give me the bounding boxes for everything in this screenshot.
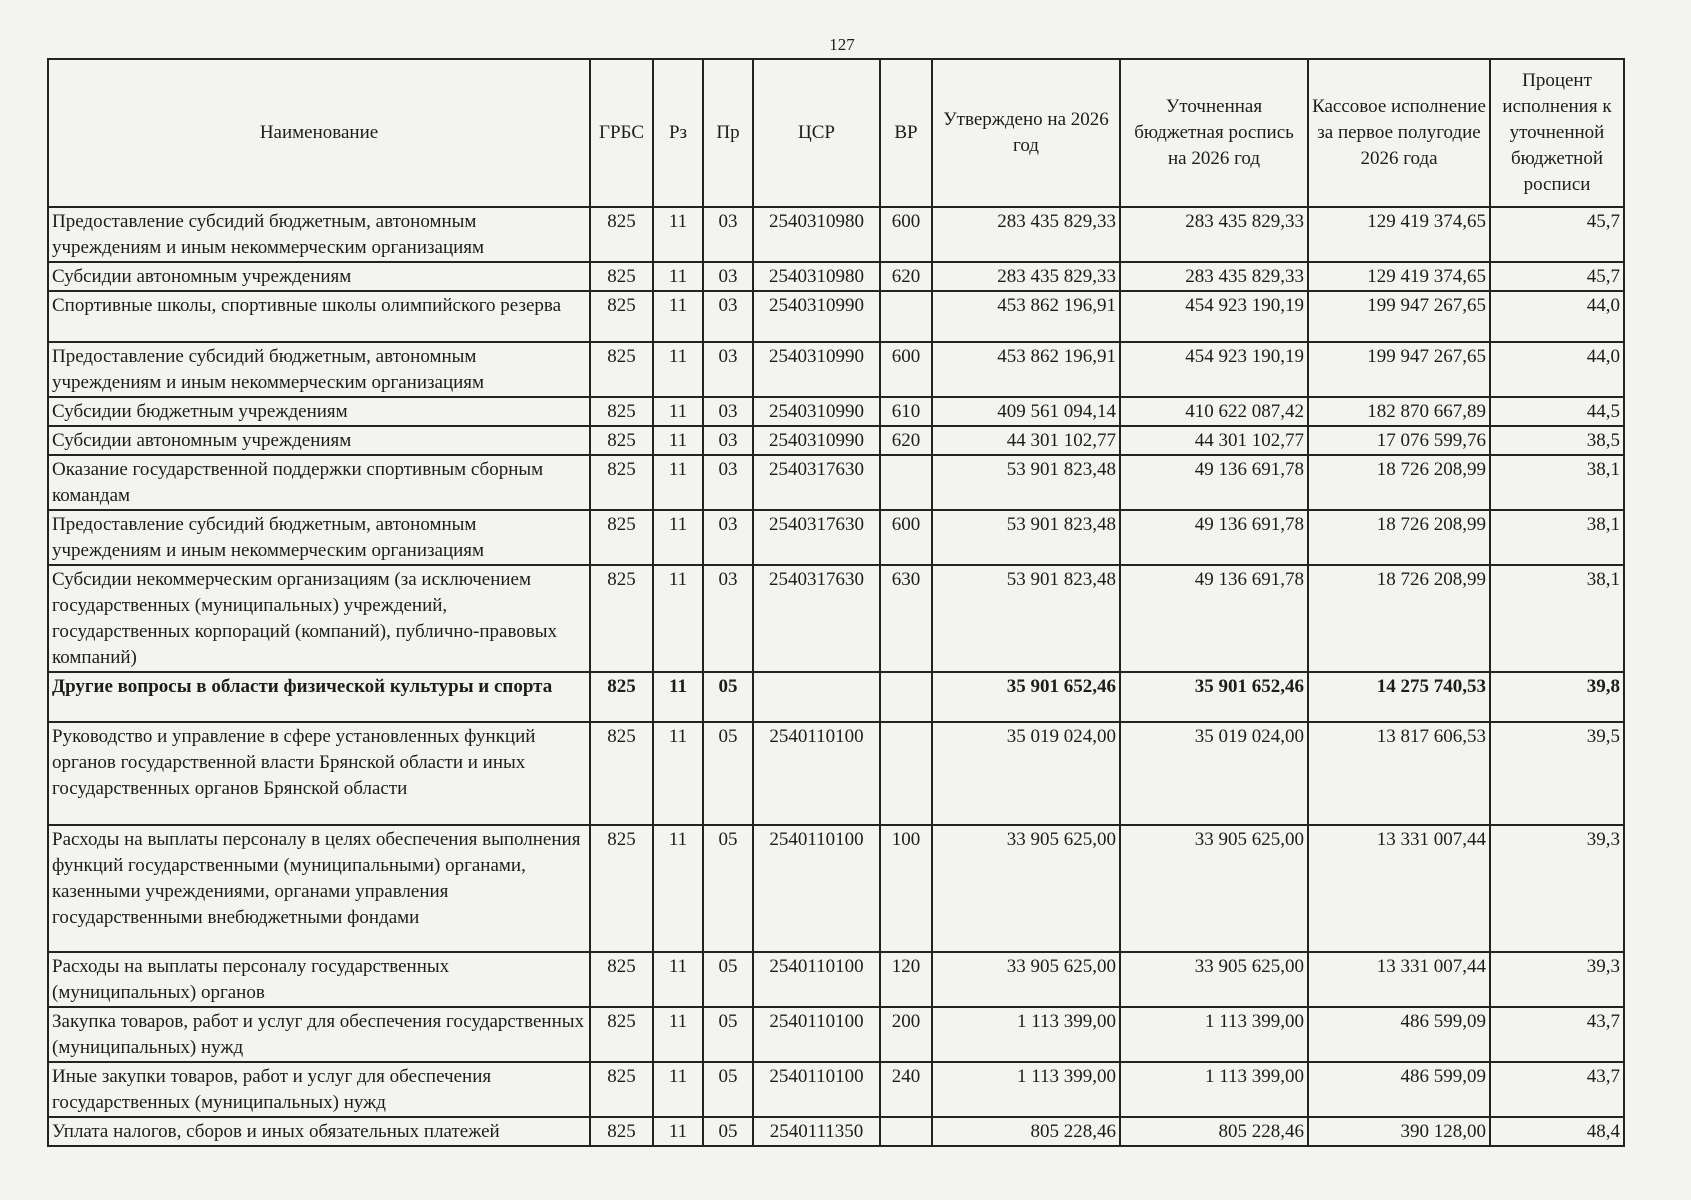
row-csr: 2540317630 [753, 455, 880, 510]
row-rz: 11 [653, 510, 703, 565]
header-csr: ЦСР [753, 59, 880, 207]
row-name: Субсидии некоммерческим организациям (за исключением государственных (муниципальных) учреждений, государственных корпораций (компаний), публично-правовых компаний) [48, 565, 590, 672]
row-approved: 1 113 399,00 [932, 1007, 1120, 1062]
row-grbs: 825 [590, 262, 653, 291]
table-row [48, 672, 1624, 722]
row-csr: 2540317630 [753, 565, 880, 672]
row-cash: 13 817 606,53 [1308, 722, 1490, 825]
row-rz: 11 [653, 342, 703, 397]
row-cash: 486 599,09 [1308, 1062, 1490, 1117]
row-approved: 33 905 625,00 [932, 825, 1120, 952]
row-pr: 03 [703, 397, 753, 426]
row-vr [880, 722, 932, 825]
row-pr: 03 [703, 455, 753, 510]
row-vr: 100 [880, 825, 932, 952]
row-rz: 11 [653, 952, 703, 1007]
row-vr: 600 [880, 510, 932, 565]
row-grbs: 825 [590, 1117, 653, 1146]
row-percent: 43,7 [1490, 1062, 1624, 1117]
row-name: Субсидии автономным учреждениям [48, 262, 590, 291]
row-refined: 49 136 691,78 [1120, 455, 1308, 510]
row-vr: 600 [880, 342, 932, 397]
row-cash: 199 947 267,65 [1308, 291, 1490, 342]
row-grbs: 825 [590, 426, 653, 455]
row-name: Предоставление субсидий бюджетным, автономным учреждениям и иным некоммерческим организациям [48, 510, 590, 565]
row-csr: 2540310990 [753, 291, 880, 342]
row-name: Субсидии автономным учреждениям [48, 426, 590, 455]
header-pr: Пр [703, 59, 753, 207]
row-pr: 05 [703, 1062, 753, 1117]
row-rz: 11 [653, 426, 703, 455]
row-approved: 1 113 399,00 [932, 1062, 1120, 1117]
row-grbs: 825 [590, 672, 653, 722]
table-row [48, 397, 1624, 426]
row-rz: 11 [653, 291, 703, 342]
row-cash: 18 726 208,99 [1308, 455, 1490, 510]
row-percent: 44,0 [1490, 291, 1624, 342]
row-cash: 14 275 740,53 [1308, 672, 1490, 722]
row-grbs: 825 [590, 510, 653, 565]
row-percent: 38,5 [1490, 426, 1624, 455]
row-cash: 17 076 599,76 [1308, 426, 1490, 455]
row-refined: 33 905 625,00 [1120, 952, 1308, 1007]
row-csr: 2540310990 [753, 426, 880, 455]
table-row [48, 565, 1624, 672]
row-vr [880, 1117, 932, 1146]
row-vr: 120 [880, 952, 932, 1007]
row-cash: 18 726 208,99 [1308, 565, 1490, 672]
row-rz: 11 [653, 825, 703, 952]
row-refined: 44 301 102,77 [1120, 426, 1308, 455]
row-approved: 453 862 196,91 [932, 291, 1120, 342]
row-name: Иные закупки товаров, работ и услуг для обеспечения государственных (муниципальных) нужд [48, 1062, 590, 1117]
row-percent: 39,3 [1490, 825, 1624, 952]
row-vr: 240 [880, 1062, 932, 1117]
row-refined: 49 136 691,78 [1120, 510, 1308, 565]
row-vr: 620 [880, 262, 932, 291]
row-cash: 18 726 208,99 [1308, 510, 1490, 565]
header-percent: Процент исполнения к уточненной бюджетной росписи [1490, 59, 1624, 207]
row-csr: 2540110100 [753, 1062, 880, 1117]
row-vr [880, 672, 932, 722]
row-refined: 33 905 625,00 [1120, 825, 1308, 952]
row-name: Уплата налогов, сборов и иных обязательных платежей [48, 1117, 590, 1146]
row-pr: 05 [703, 825, 753, 952]
row-csr: 2540310980 [753, 262, 880, 291]
row-pr: 05 [703, 952, 753, 1007]
row-csr: 2540110100 [753, 722, 880, 825]
row-name: Расходы на выплаты персоналу в целях обеспечения выполнения функций государственными (муниципальными) органами, казенными учреждениями, органами управления государственными внебюджетными фондами [48, 825, 590, 952]
table-row [48, 510, 1624, 565]
table-row [48, 825, 1624, 952]
row-percent: 39,5 [1490, 722, 1624, 825]
budget-execution-table [47, 58, 1625, 1147]
row-rz: 11 [653, 262, 703, 291]
row-percent: 43,7 [1490, 1007, 1624, 1062]
row-refined: 35 901 652,46 [1120, 672, 1308, 722]
row-percent: 44,0 [1490, 342, 1624, 397]
row-csr: 2540110100 [753, 1007, 880, 1062]
table-row [48, 1117, 1624, 1146]
row-approved: 409 561 094,14 [932, 397, 1120, 426]
header-rz: Рз [653, 59, 703, 207]
row-cash: 129 419 374,65 [1308, 262, 1490, 291]
table-row [48, 455, 1624, 510]
row-csr [753, 672, 880, 722]
row-grbs: 825 [590, 342, 653, 397]
row-cash: 199 947 267,65 [1308, 342, 1490, 397]
row-pr: 03 [703, 207, 753, 262]
header-approved: Утверждено на 2026 год [932, 59, 1120, 207]
table-row [48, 207, 1624, 262]
header-name: Наименование [48, 59, 590, 207]
row-csr: 2540111350 [753, 1117, 880, 1146]
header-refined: Уточненная бюджетная роспись на 2026 год [1120, 59, 1308, 207]
row-percent: 38,1 [1490, 565, 1624, 672]
row-rz: 11 [653, 1062, 703, 1117]
header-grbs: ГРБС [590, 59, 653, 207]
row-name: Спортивные школы, спортивные школы олимпийского резерва [48, 291, 590, 342]
row-rz: 11 [653, 565, 703, 672]
row-approved: 44 301 102,77 [932, 426, 1120, 455]
row-name: Закупка товаров, работ и услуг для обеспечения государственных (муниципальных) нужд [48, 1007, 590, 1062]
table-row [48, 262, 1624, 291]
table-row [48, 1062, 1624, 1117]
row-approved: 35 901 652,46 [932, 672, 1120, 722]
row-vr [880, 455, 932, 510]
row-approved: 33 905 625,00 [932, 952, 1120, 1007]
row-name: Оказание государственной поддержки спортивным сборным командам [48, 455, 590, 510]
row-percent: 38,1 [1490, 510, 1624, 565]
row-grbs: 825 [590, 952, 653, 1007]
row-name: Руководство и управление в сфере установленных функций органов государственной власти Брянской области и иных государственных органов Брянской области [48, 722, 590, 825]
row-refined: 283 435 829,33 [1120, 207, 1308, 262]
row-pr: 03 [703, 565, 753, 672]
table-body [48, 207, 1624, 1146]
row-refined: 454 923 190,19 [1120, 291, 1308, 342]
table-row [48, 952, 1624, 1007]
row-pr: 05 [703, 1117, 753, 1146]
row-cash: 129 419 374,65 [1308, 207, 1490, 262]
row-vr: 600 [880, 207, 932, 262]
table-row [48, 291, 1624, 342]
row-grbs: 825 [590, 722, 653, 825]
row-rz: 11 [653, 455, 703, 510]
row-csr: 2540310980 [753, 207, 880, 262]
row-cash: 13 331 007,44 [1308, 825, 1490, 952]
table-row [48, 426, 1624, 455]
row-approved: 805 228,46 [932, 1117, 1120, 1146]
row-cash: 182 870 667,89 [1308, 397, 1490, 426]
row-percent: 45,7 [1490, 207, 1624, 262]
row-vr: 610 [880, 397, 932, 426]
row-approved: 283 435 829,33 [932, 262, 1120, 291]
row-name: Предоставление субсидий бюджетным, автономным учреждениям и иным некоммерческим организациям [48, 207, 590, 262]
row-percent: 39,8 [1490, 672, 1624, 722]
row-refined: 805 228,46 [1120, 1117, 1308, 1146]
row-approved: 283 435 829,33 [932, 207, 1120, 262]
row-percent: 45,7 [1490, 262, 1624, 291]
row-cash: 13 331 007,44 [1308, 952, 1490, 1007]
row-rz: 11 [653, 397, 703, 426]
row-approved: 53 901 823,48 [932, 455, 1120, 510]
row-vr [880, 291, 932, 342]
row-cash: 390 128,00 [1308, 1117, 1490, 1146]
row-name: Другие вопросы в области физической культуры и спорта [48, 672, 590, 722]
row-csr: 2540317630 [753, 510, 880, 565]
page-number: 127 [829, 35, 855, 54]
row-refined: 454 923 190,19 [1120, 342, 1308, 397]
row-grbs: 825 [590, 825, 653, 952]
header-vr: ВР [880, 59, 932, 207]
row-grbs: 825 [590, 455, 653, 510]
row-name: Субсидии бюджетным учреждениям [48, 397, 590, 426]
row-grbs: 825 [590, 1062, 653, 1117]
row-grbs: 825 [590, 291, 653, 342]
row-approved: 53 901 823,48 [932, 565, 1120, 672]
row-pr: 03 [703, 262, 753, 291]
row-pr: 03 [703, 342, 753, 397]
row-vr: 620 [880, 426, 932, 455]
row-percent: 39,3 [1490, 952, 1624, 1007]
row-cash: 486 599,09 [1308, 1007, 1490, 1062]
row-grbs: 825 [590, 207, 653, 262]
row-refined: 35 019 024,00 [1120, 722, 1308, 825]
table-row [48, 722, 1624, 825]
row-rz: 11 [653, 1117, 703, 1146]
row-pr: 03 [703, 291, 753, 342]
table-row [48, 1007, 1624, 1062]
table-header-row [48, 59, 1624, 207]
row-grbs: 825 [590, 397, 653, 426]
row-refined: 1 113 399,00 [1120, 1062, 1308, 1117]
row-csr: 2540110100 [753, 952, 880, 1007]
row-refined: 410 622 087,42 [1120, 397, 1308, 426]
row-rz: 11 [653, 672, 703, 722]
row-vr: 630 [880, 565, 932, 672]
row-pr: 03 [703, 510, 753, 565]
row-approved: 53 901 823,48 [932, 510, 1120, 565]
row-percent: 48,4 [1490, 1117, 1624, 1146]
header-cash: Кассовое исполнение за первое полугодие 2026 года [1308, 59, 1490, 207]
row-name: Расходы на выплаты персоналу государственных (муниципальных) органов [48, 952, 590, 1007]
row-pr: 05 [703, 672, 753, 722]
row-rz: 11 [653, 722, 703, 825]
row-approved: 453 862 196,91 [932, 342, 1120, 397]
row-percent: 38,1 [1490, 455, 1624, 510]
row-grbs: 825 [590, 1007, 653, 1062]
row-name: Предоставление субсидий бюджетным, автономным учреждениям и иным некоммерческим организациям [48, 342, 590, 397]
row-grbs: 825 [590, 565, 653, 672]
row-pr: 03 [703, 426, 753, 455]
row-pr: 05 [703, 1007, 753, 1062]
row-percent: 44,5 [1490, 397, 1624, 426]
row-csr: 2540110100 [753, 825, 880, 952]
row-refined: 283 435 829,33 [1120, 262, 1308, 291]
row-pr: 05 [703, 722, 753, 825]
row-vr: 200 [880, 1007, 932, 1062]
table-row [48, 342, 1624, 397]
row-approved: 35 019 024,00 [932, 722, 1120, 825]
row-rz: 11 [653, 1007, 703, 1062]
row-rz: 11 [653, 207, 703, 262]
row-refined: 49 136 691,78 [1120, 565, 1308, 672]
row-csr: 2540310990 [753, 342, 880, 397]
row-refined: 1 113 399,00 [1120, 1007, 1308, 1062]
row-csr: 2540310990 [753, 397, 880, 426]
